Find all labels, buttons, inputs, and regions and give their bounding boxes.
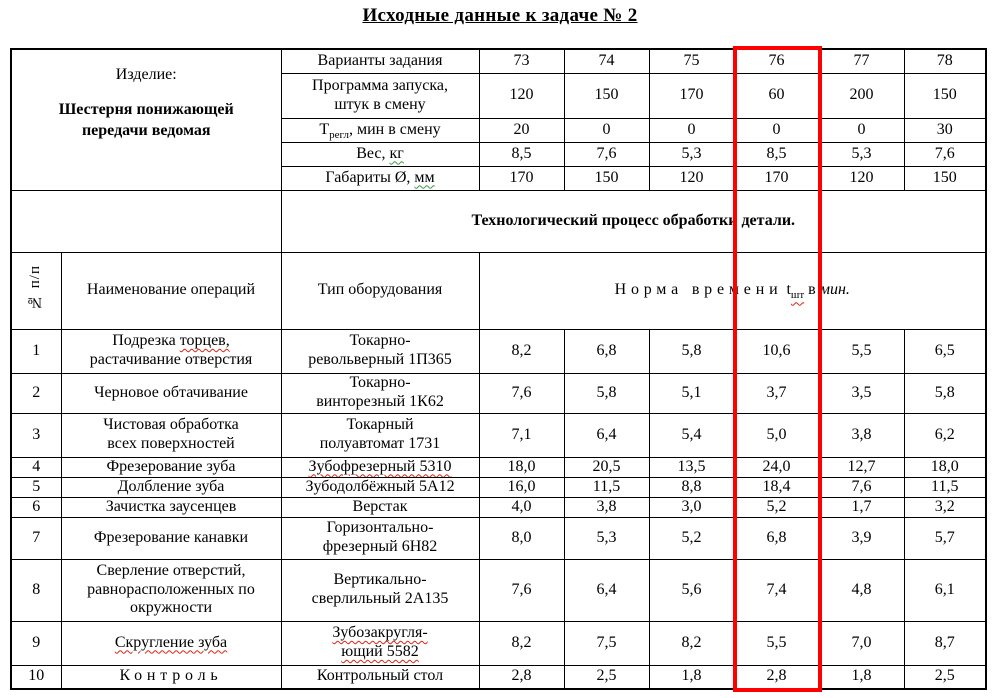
op3-equip-line2: полуавтомат 1731 <box>319 435 441 452</box>
weight-value-cell: 7,6 <box>564 142 649 166</box>
dims-value-cell: 120 <box>649 166 734 190</box>
op-row-2 <box>11 373 986 413</box>
op8-equip-line1: Вертикально- <box>333 571 427 589</box>
op3-value-cell: 6,4 <box>564 413 649 457</box>
weight-value-cell: 5,3 <box>649 142 734 166</box>
op4-value-cell: 20,5 <box>564 457 649 477</box>
variant-value-cell: 76 <box>734 49 819 73</box>
program-value-cell: 150 <box>904 73 986 118</box>
op10-value-cell: 2,8 <box>734 665 819 689</box>
op2-equip-line2: винторезный 1К62 <box>316 393 444 410</box>
op4-equip-misspelled: Зубофрезерный 5310 <box>308 457 452 475</box>
op4-value-cell: 24,0 <box>734 457 819 477</box>
op3-name-line1: Чистовая обработка <box>103 416 239 434</box>
program-label-line1: Программа запуска, <box>312 76 448 94</box>
op-row-10 <box>11 665 986 689</box>
op-num-cell: 8 <box>11 559 61 621</box>
op4-value-cell: 13,5 <box>649 457 734 477</box>
treg-suffix: , мин в смену <box>348 120 441 138</box>
op3-value-cell: 3,8 <box>819 413 904 457</box>
op-equip-cell: Верстак <box>281 497 479 517</box>
op-row-1 <box>11 329 986 373</box>
norm-unit: мин. <box>819 281 850 299</box>
norm-label: Норма времени <box>614 281 783 299</box>
op7-value-cell: 3,9 <box>819 517 904 559</box>
op6-value-cell: 3,2 <box>904 497 986 517</box>
op8-equip-line2: сверлильный 2А135 <box>311 590 449 607</box>
op4-value-cell: 18,0 <box>904 457 986 477</box>
treg-value-cell: 0 <box>734 118 819 142</box>
op2-value-cell: 5,8 <box>904 373 986 413</box>
program-label-line2: штук в смену <box>334 95 426 113</box>
op-num-cell: 4 <box>11 457 61 477</box>
ops-header-num <box>11 252 61 329</box>
dims-value-cell: 150 <box>564 166 649 190</box>
op1-name-pre: Подрезка <box>112 332 180 350</box>
op-num-cell: 1 <box>11 329 61 373</box>
op8-value-cell: 4,8 <box>819 559 904 621</box>
op8-name-line3: окружности <box>129 599 213 617</box>
op7-value-cell: 5,2 <box>649 517 734 559</box>
op-row-4 <box>11 457 986 477</box>
ops-header-name: Наименование операций <box>61 252 281 329</box>
op1-value-cell: 5,8 <box>649 329 734 373</box>
op5-value-cell: 8,8 <box>649 477 734 497</box>
op9-value-cell: 5,5 <box>734 621 819 665</box>
op6-value-cell: 3,8 <box>564 497 649 517</box>
op5-value-cell: 11,5 <box>904 477 986 497</box>
op8-name-line2: равнорасположенных по <box>87 580 255 598</box>
row-label-program <box>281 73 479 118</box>
op8-value-cell: 5,6 <box>649 559 734 621</box>
op1-equip-line1: Токарно- <box>349 332 411 350</box>
op10-value-cell: 1,8 <box>819 665 904 689</box>
norm-mid: в <box>804 281 820 299</box>
op9-value-cell: 8,2 <box>479 621 564 665</box>
op-equip-cell <box>281 559 479 621</box>
op-row-8 <box>11 559 986 621</box>
op-equip-cell: Зубодолбёжный 5А12 <box>281 477 479 497</box>
weight-value-cell: 8,5 <box>734 142 819 166</box>
program-value-cell: 150 <box>564 73 649 118</box>
weight-value-cell: 5,3 <box>819 142 904 166</box>
row-label-dims <box>281 166 479 190</box>
variant-value-cell: 77 <box>819 49 904 73</box>
weight-prefix: Вес, <box>356 144 390 162</box>
op1-value-cell: 10,6 <box>734 329 819 373</box>
op4-value-cell: 12,7 <box>819 457 904 477</box>
row-label-treg <box>281 118 479 142</box>
op-num-cell: 2 <box>11 373 61 413</box>
dims-value-cell: 150 <box>904 166 986 190</box>
dims-prefix: Габариты Ø, <box>325 168 415 186</box>
op8-name-line1: Сверление отверстий, <box>96 561 246 579</box>
program-value-cell: 120 <box>479 73 564 118</box>
process-title: Технологический процесс обработки детали. <box>281 190 986 252</box>
op1-value-cell: 8,2 <box>479 329 564 373</box>
weight-value-cell: 8,5 <box>479 142 564 166</box>
op9-equip-line1: Зубозакругля- <box>332 624 428 642</box>
op7-equip-line1: Горизонтально- <box>326 519 434 537</box>
op2-value-cell: 7,6 <box>479 373 564 413</box>
op-equip-cell <box>281 373 479 413</box>
op-row-9 <box>11 621 986 665</box>
op2-value-cell: 5,1 <box>649 373 734 413</box>
op2-value-cell: 3,7 <box>734 373 819 413</box>
op-equip-cell <box>281 517 479 559</box>
op-name-cell: Долбление зуба <box>61 477 281 497</box>
process-empty-cell <box>11 190 281 252</box>
treg-prefix: Т <box>319 120 330 138</box>
op3-value-cell: 6,2 <box>904 413 986 457</box>
op7-value-cell: 8,0 <box>479 517 564 559</box>
product-name: Шестерня понижающей передачи ведомая <box>58 100 234 139</box>
op8-value-cell: 7,6 <box>479 559 564 621</box>
op1-value-cell: 6,8 <box>564 329 649 373</box>
op2-value-cell: 5,8 <box>564 373 649 413</box>
op-name-cell <box>61 559 281 621</box>
op3-name-line2: всех поверхностей <box>107 435 235 452</box>
op-equip-cell: Контрольный стол <box>281 665 479 689</box>
ops-header-norm <box>479 252 986 329</box>
op3-value-cell: 7,1 <box>479 413 564 457</box>
op1-equip-line2: револьверный 1П365 <box>308 351 452 368</box>
op9-name-misspelled: Скругление зуба <box>114 633 228 651</box>
op6-value-cell: 4,0 <box>479 497 564 517</box>
op-num-cell: 6 <box>11 497 61 517</box>
ops-header-row <box>11 252 986 329</box>
dims-unit: мм <box>414 168 435 186</box>
op8-value-cell: 7,4 <box>734 559 819 621</box>
op-name-cell <box>61 413 281 457</box>
op5-value-cell: 7,6 <box>819 477 904 497</box>
op10-name-label: Контроль <box>119 667 223 685</box>
op-num-cell: 5 <box>11 477 61 497</box>
program-value-cell: 60 <box>734 73 819 118</box>
op-row-3 <box>11 413 986 457</box>
op-name-cell: Черновое обтачивание <box>61 373 281 413</box>
ops-header-num-label: № п/п <box>27 265 44 311</box>
dims-value-cell: 170 <box>479 166 564 190</box>
op-num-cell: 3 <box>11 413 61 457</box>
treg-value-cell: 0 <box>564 118 649 142</box>
op5-value-cell: 11,5 <box>564 477 649 497</box>
variant-value-cell: 73 <box>479 49 564 73</box>
op9-value-cell: 7,5 <box>564 621 649 665</box>
row-label-variants: Варианты задания <box>281 49 479 73</box>
op-num-cell: 10 <box>11 665 61 689</box>
op8-value-cell: 6,1 <box>904 559 986 621</box>
op6-value-cell: 3,0 <box>649 497 734 517</box>
op-name-cell <box>61 621 281 665</box>
treg-subscript: регл <box>329 128 349 141</box>
dims-value-cell: 120 <box>819 166 904 190</box>
op6-value-cell: 5,2 <box>734 497 819 517</box>
op-row-7 <box>11 517 986 559</box>
op10-value-cell: 2,5 <box>904 665 986 689</box>
op1-value-cell: 5,5 <box>819 329 904 373</box>
variant-value-cell: 78 <box>904 49 986 73</box>
norm-t: t <box>786 281 791 299</box>
op5-value-cell: 18,4 <box>734 477 819 497</box>
variant-value-cell: 74 <box>564 49 649 73</box>
data-table <box>10 48 987 690</box>
op-name-cell: Фрезерование зуба <box>61 457 281 477</box>
op2-equip-line1: Токарно- <box>349 374 411 392</box>
ops-header-equip: Тип оборудования <box>281 252 479 329</box>
treg-value-cell: 30 <box>904 118 986 142</box>
op10-value-cell: 2,8 <box>479 665 564 689</box>
product-label: Изделие: <box>115 66 177 83</box>
row-label-weight <box>281 142 479 166</box>
op9-value-cell: 7,0 <box>819 621 904 665</box>
dims-value-cell: 170 <box>734 166 819 190</box>
program-value-cell: 170 <box>649 73 734 118</box>
op4-value-cell: 18,0 <box>479 457 564 477</box>
treg-value-cell: 0 <box>819 118 904 142</box>
op-equip-cell <box>281 621 479 665</box>
op3-equip-line1: Токарный <box>346 416 414 434</box>
program-value-cell: 200 <box>819 73 904 118</box>
norm-t-subscript: шт <box>790 289 805 302</box>
op3-value-cell: 5,4 <box>649 413 734 457</box>
product-cell <box>11 49 281 190</box>
variant-value-cell: 75 <box>649 49 734 73</box>
op1-name-misspelled: торцев, <box>179 332 230 350</box>
op9-equip-line2: ющий 5582 <box>341 643 419 660</box>
op5-value-cell: 16,0 <box>479 477 564 497</box>
op8-value-cell: 6,4 <box>564 559 649 621</box>
treg-value-cell: 0 <box>649 118 734 142</box>
op-name-cell: Зачистка заусенцев <box>61 497 281 517</box>
op9-value-cell: 8,7 <box>904 621 986 665</box>
op3-value-cell: 5,0 <box>734 413 819 457</box>
op10-value-cell: 1,8 <box>649 665 734 689</box>
op-name-cell <box>61 665 281 689</box>
op-name-cell <box>61 329 281 373</box>
op-equip-cell <box>281 413 479 457</box>
op-row-5 <box>11 477 986 497</box>
treg-value-cell: 20 <box>479 118 564 142</box>
op-row-6 <box>11 497 986 517</box>
op7-value-cell: 5,3 <box>564 517 649 559</box>
op7-value-cell: 6,8 <box>734 517 819 559</box>
process-row <box>11 190 986 252</box>
op-num-cell: 7 <box>11 517 61 559</box>
op-name-cell: Фрезерование канавки <box>61 517 281 559</box>
op6-value-cell: 1,7 <box>819 497 904 517</box>
op7-equip-line2: фрезерный 6Н82 <box>322 538 438 555</box>
op-num-cell: 9 <box>11 621 61 665</box>
op-equip-cell <box>281 457 479 477</box>
op-equip-cell <box>281 329 479 373</box>
page-title: Исходные данные к задаче № 2 <box>362 5 638 26</box>
op1-name-line2: растачивание отверстия <box>89 351 253 368</box>
weight-unit: кг <box>389 144 404 162</box>
op1-value-cell: 6,5 <box>904 329 986 373</box>
op9-value-cell: 8,2 <box>649 621 734 665</box>
op2-value-cell: 3,5 <box>819 373 904 413</box>
op7-value-cell: 5,7 <box>904 517 986 559</box>
op10-value-cell: 2,5 <box>564 665 649 689</box>
weight-value-cell: 7,6 <box>904 142 986 166</box>
variants-row <box>11 49 986 73</box>
